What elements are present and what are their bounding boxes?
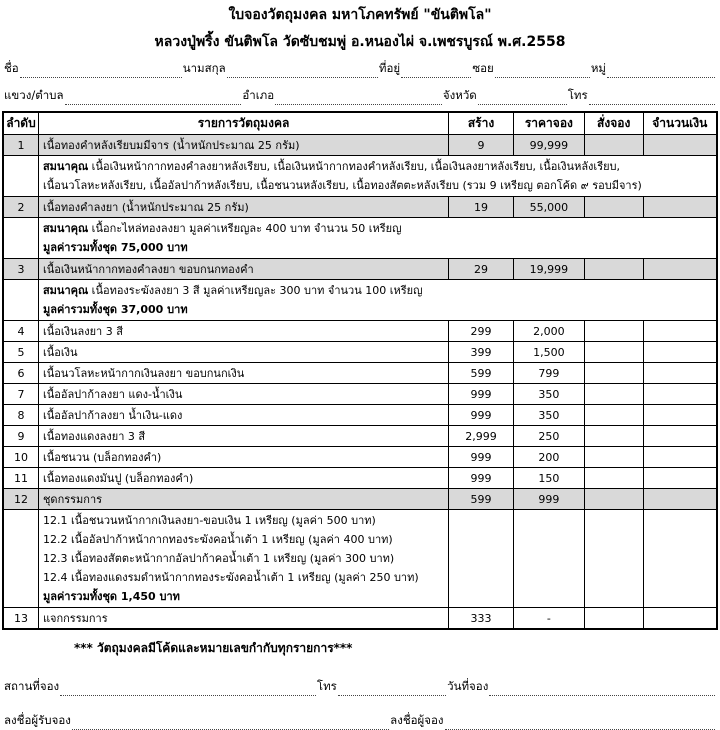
order-quantity-cell	[584, 447, 643, 468]
item-name: เนื้อชนวน (บล็อกทองคำ)	[38, 447, 448, 468]
item-name: เนื้อทองคำหลังเรียบมมีจาร (น้ำหนักประมาณ 25 กรัม)	[38, 135, 448, 156]
form-line-district	[2, 87, 718, 105]
detail-line: สมนาคุณ เนื้อกะไหล่ทองลงยา มูลค่าเหรียญละ 400 บาท จำนวน 50 เหรียญ	[42, 222, 402, 235]
order-quantity-cell	[584, 426, 643, 447]
made-count: 599	[449, 363, 514, 384]
order-table	[2, 111, 718, 630]
reserve-price: 55,000	[513, 197, 584, 218]
detail-line: 12.1 เนื้อชนวนหน้ากากเงินลงยา-ขอบเงิน 1 เหรียญ (มูลค่า 500 บาท)	[42, 514, 376, 527]
reserve-price: 200	[513, 447, 584, 468]
province-label: จังหวัด	[442, 88, 477, 102]
made-count: 9	[449, 135, 514, 156]
reserve-price: 999	[513, 489, 584, 510]
amount-cell	[643, 447, 717, 468]
column-header-no: ลำดับ	[3, 112, 38, 135]
bonus-detail-cell	[38, 218, 717, 259]
reserve-price: 99,999	[513, 135, 584, 156]
row-number-empty	[3, 280, 38, 321]
column-header-amount: จำนวนเงิน	[643, 112, 717, 135]
booking-date-label: วันที่จอง	[447, 679, 489, 693]
reserve-price: 350	[513, 384, 584, 405]
table-row	[3, 259, 717, 280]
amount-cell	[643, 259, 717, 280]
made-count: 333	[449, 608, 514, 630]
row-number: 8	[3, 405, 38, 426]
detail-line: 12.2 เนื้ออัลปาก้าหน้ากากทองระฆังคอน้ำเต้า 1 เหรียญ (มูลค่า 400 บาท)	[42, 533, 393, 546]
item-name: ชุดกรรมการ	[38, 489, 448, 510]
detail-line: มูลค่ารวมทั้งชุด 1,450 บาท	[42, 590, 180, 603]
name-label: ชื่อ	[4, 61, 19, 75]
row-number: 13	[3, 608, 38, 630]
surname-blank-line	[227, 65, 378, 78]
booking-phone-blank-line	[338, 683, 446, 696]
row-number: 1	[3, 135, 38, 156]
district-label: อำเภอ	[242, 88, 275, 102]
column-header-item: รายการวัตถุมงคล	[38, 112, 448, 135]
made-count: 999	[449, 447, 514, 468]
reserve-price: -	[513, 608, 584, 630]
made-count: 2,999	[449, 426, 514, 447]
made-count: 999	[449, 405, 514, 426]
row-number: 11	[3, 468, 38, 489]
order-empty	[584, 510, 643, 608]
order-quantity-cell	[584, 468, 643, 489]
table-subrow	[3, 510, 717, 608]
row-number: 3	[3, 259, 38, 280]
made-count: 299	[449, 321, 514, 342]
item-name: เนื้อทองแดงมันปู (บล็อกทองคำ)	[38, 468, 448, 489]
address-blank-line	[401, 65, 471, 78]
phone-label: โทร	[567, 88, 588, 102]
reserve-price: 250	[513, 426, 584, 447]
table-row	[3, 384, 717, 405]
row-number: 12	[3, 489, 38, 510]
province-blank-line	[478, 92, 567, 105]
table-row	[3, 342, 717, 363]
item-name: เนื้อเงินหน้ากากทองคำลงยา ขอบกนกทองคำ	[38, 259, 448, 280]
table-subrow	[3, 280, 717, 321]
subdistrict-label: แขวง/ตำบล	[4, 88, 64, 102]
item-name: เนื้อนวโลหะหน้ากากเงินลงยา ขอบกนกเงิน	[38, 363, 448, 384]
amount-cell	[643, 135, 717, 156]
amount-cell	[643, 489, 717, 510]
district-blank-line	[275, 92, 442, 105]
item-name: เนื้ออัลปาก้าลงยา น้ำเงิน-แดง	[38, 405, 448, 426]
moo-label: หมู่	[590, 61, 606, 75]
bonus-keyword: สมนาคุณ	[42, 222, 89, 235]
footer-line-signature	[2, 712, 718, 730]
subdistrict-blank-line	[65, 92, 242, 105]
amount-empty	[643, 510, 717, 608]
made-count: 999	[449, 468, 514, 489]
row-number-empty	[3, 510, 38, 608]
booker-signature-label: ลงชื่อผู้จอง	[390, 713, 444, 727]
amount-cell	[643, 608, 717, 630]
detail-line: 12.3 เนื้อทองสัตตะหน้ากากอัลปาก้าคอน้ำเต้า 1 เหรียญ (มูลค่า 300 บาท)	[42, 552, 395, 565]
table-header-row	[3, 112, 717, 135]
order-quantity-cell	[584, 197, 643, 218]
row-number: 6	[3, 363, 38, 384]
order-quantity-cell	[584, 384, 643, 405]
item-name: เนื้อเงินลงยา 3 สี	[38, 321, 448, 342]
made-empty	[449, 510, 514, 608]
made-count: 599	[449, 489, 514, 510]
table-row	[3, 135, 717, 156]
soi-blank-line	[495, 65, 590, 78]
surname-label: นามสกุล	[182, 61, 226, 75]
order-quantity-cell	[584, 259, 643, 280]
order-quantity-cell	[584, 135, 643, 156]
bonus-keyword: สมนาคุณ	[42, 284, 89, 297]
table-row	[3, 197, 717, 218]
receiver-signature-label: ลงชื่อผู้รับจอง	[4, 713, 71, 727]
order-quantity-cell	[584, 342, 643, 363]
table-row	[3, 321, 717, 342]
booking-place-blank-line	[60, 683, 316, 696]
price-empty	[513, 510, 584, 608]
amount-cell	[643, 426, 717, 447]
amount-cell	[643, 468, 717, 489]
amount-cell	[643, 405, 717, 426]
made-count: 999	[449, 384, 514, 405]
receiver-signature-blank-line	[72, 717, 389, 730]
table-row	[3, 489, 717, 510]
detail-line: มูลค่ารวมทั้งชุด 37,000 บาท	[42, 303, 188, 316]
column-header-order: สั่งจอง	[584, 112, 643, 135]
booker-signature-blank-line	[445, 717, 715, 730]
item-name: เนื้ออัลปาก้าลงยา แดง-น้ำเงิน	[38, 384, 448, 405]
made-count: 399	[449, 342, 514, 363]
table-row	[3, 608, 717, 630]
booking-place-label: สถานที่จอง	[4, 679, 60, 693]
item-name: แจกกรรมการ	[38, 608, 448, 630]
table-row	[3, 405, 717, 426]
item-name: เนื้อทองคำลงยา (น้ำหนักประมาณ 25 กรัม)	[38, 197, 448, 218]
row-number: 7	[3, 384, 38, 405]
order-quantity-cell	[584, 405, 643, 426]
booking-date-blank-line	[489, 683, 715, 696]
column-header-price: ราคาจอง	[513, 112, 584, 135]
order-quantity-cell	[584, 608, 643, 630]
table-row	[3, 447, 717, 468]
phone-blank-line	[589, 92, 715, 105]
item-name: เนื้อทองแดงลงยา 3 สี	[38, 426, 448, 447]
column-header-made: สร้าง	[449, 112, 514, 135]
row-number-empty	[3, 218, 38, 259]
reserve-price: 350	[513, 405, 584, 426]
form-line-name	[2, 60, 718, 78]
document-title: ใบจองวัตถุมงคล มหาโภคทรัพย์ "ขันติพโล"	[228, 7, 492, 23]
address-label: ที่อยู่	[378, 61, 401, 75]
row-number: 5	[3, 342, 38, 363]
soi-label: ซอย	[472, 61, 494, 75]
bonus-detail-cell	[38, 280, 717, 321]
document-subtitle: หลวงปู่พริ้ง ขันติพโล วัดซับชมพู่ อ.หนองไผ่ จ.เพชรบูรณ์ พ.ศ.2558	[154, 34, 566, 50]
bonus-keyword: สมนาคุณ	[42, 160, 89, 173]
detail-line: สมนาคุณ เนื้อเงินหน้ากากทองคำลงยาหลังเรียบ, เนื้อเงินหน้ากากทองคำหลังเรียบ, เนื้อเงินลงยาหลังเรียบ, เนื้อเงินหลังเรียบ,	[42, 160, 621, 173]
amount-cell	[643, 321, 717, 342]
code-note: *** วัตถุมงคลมีโค้ดและหมายเลขกำกับทุกรายการ***	[74, 641, 353, 655]
order-quantity-cell	[584, 321, 643, 342]
order-quantity-cell	[584, 489, 643, 510]
order-quantity-cell	[584, 363, 643, 384]
reserve-price: 150	[513, 468, 584, 489]
item-name: เนื้อเงิน	[38, 342, 448, 363]
reserve-price: 1,500	[513, 342, 584, 363]
amount-cell	[643, 342, 717, 363]
amount-cell	[643, 197, 717, 218]
made-count: 29	[449, 259, 514, 280]
footer-line-booking	[2, 678, 718, 696]
table-subrow	[3, 156, 717, 197]
row-number: 2	[3, 197, 38, 218]
reserve-price: 799	[513, 363, 584, 384]
detail-line: เนื้อนวโลหะหลังเรียบ, เนื้ออัลปาก้าหลังเรียบ, เนื้อชนวนหลังเรียบ, เนื้อทองสัตตะหลังเรียบ (รวม 9 เหรียญ ตอกโค้ด ๙ รอบมีจาร)	[42, 179, 642, 192]
row-number: 9	[3, 426, 38, 447]
reserve-price: 2,000	[513, 321, 584, 342]
row-number: 10	[3, 447, 38, 468]
table-subrow	[3, 218, 717, 259]
moo-blank-line	[607, 65, 715, 78]
detail-line: สมนาคุณ เนื้อทองระฆังลงยา 3 สี มูลค่าเหรียญละ 300 บาท จำนวน 100 เหรียญ	[42, 284, 423, 297]
set-detail-cell	[38, 510, 448, 608]
row-number: 4	[3, 321, 38, 342]
table-row	[3, 363, 717, 384]
bonus-detail-cell	[38, 156, 717, 197]
detail-line: มูลค่ารวมทั้งชุด 75,000 บาท	[42, 241, 188, 254]
amount-cell	[643, 384, 717, 405]
amount-cell	[643, 363, 717, 384]
reserve-price: 19,999	[513, 259, 584, 280]
row-number-empty	[3, 156, 38, 197]
table-row	[3, 426, 717, 447]
name-blank-line	[20, 65, 182, 78]
made-count: 19	[449, 197, 514, 218]
detail-line: 12.4 เนื้อทองแดงรมดำหน้ากากทองระฆังคอน้ำเต้า 1 เหรียญ (มูลค่า 250 บาท)	[42, 571, 419, 584]
table-row	[3, 468, 717, 489]
booking-phone-label: โทร	[316, 679, 337, 693]
